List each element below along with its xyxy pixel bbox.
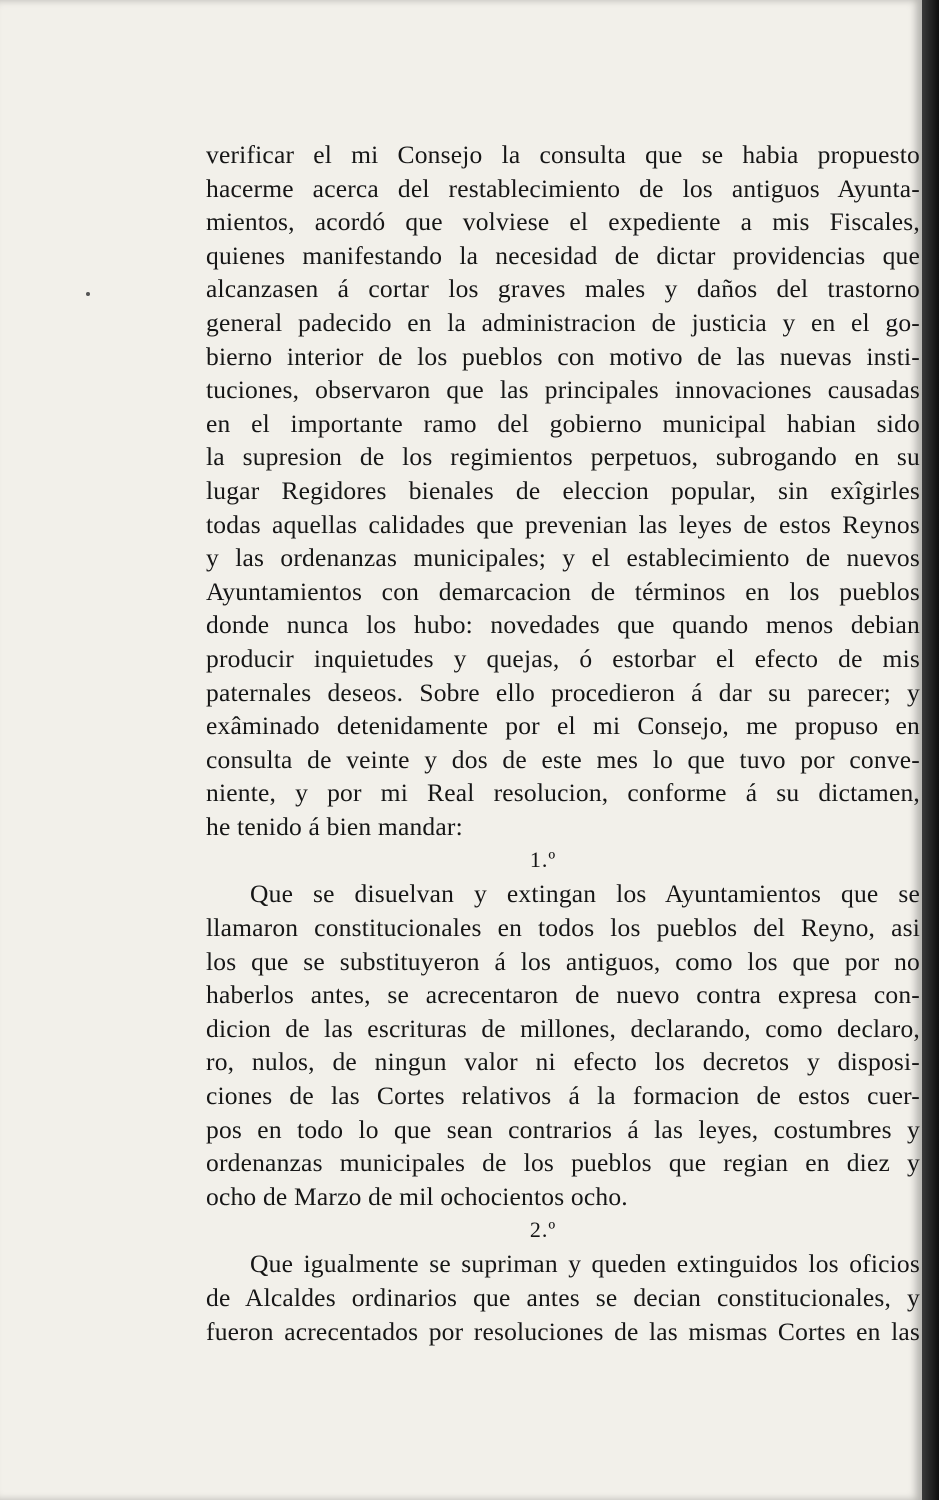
article-2-heading: 2.º bbox=[529, 1217, 557, 1243]
page-edge-shadow bbox=[922, 0, 939, 1500]
text-line: paternales deseos. Sobre ello procedieron á dar su parecer; y bbox=[206, 677, 920, 707]
text-line: he tenido á bien mandar: bbox=[206, 811, 463, 841]
text-line: mientos, acordó que volviese el expediente a mis Fiscales, bbox=[206, 207, 920, 237]
text-line: bierno interior de los pueblos con motivo de las nuevas insti- bbox=[206, 341, 920, 371]
text-line: de Alcaldes ordinarios que antes se decian constitucionales, y bbox=[206, 1283, 920, 1312]
text-line: la supresion de los regimientos perpetuos, subrogando en su bbox=[206, 442, 920, 472]
text-line: verificar el mi Consejo la consulta que se habia propuesto bbox=[206, 140, 920, 169]
body-text bbox=[206, 138, 920, 1348]
text-line: Ayuntamientos con demarcacion de términos en los pueblos bbox=[206, 576, 920, 606]
text-line: hacerme acerca del restablecimiento de los antiguos Ayunta- bbox=[206, 173, 920, 203]
text-line: tuciones, observaron que las principales innovaciones causadas bbox=[206, 375, 920, 405]
text-line: quienes manifestando la necesidad de dictar providencias que bbox=[206, 240, 920, 270]
text-line: ro, nulos, de ningun valor ni efecto los decretos y disposi- bbox=[206, 1047, 920, 1077]
text-line: en el importante ramo del gobierno municipal habian sido bbox=[206, 408, 920, 438]
margin-mark bbox=[86, 292, 90, 296]
text-line: fueron acrecentados por resoluciones de las mismas Cortes en las bbox=[206, 1316, 920, 1346]
text-line: Que se disuelvan y extingan los Ayuntamientos que se bbox=[250, 879, 920, 909]
text-line: niente, y por mi Real resolucion, conforme á su dictamen, bbox=[206, 778, 920, 808]
text-line: ciones de las Cortes relativos á la formacion de estos cuer- bbox=[206, 1081, 920, 1111]
text-line: lugar Regidores bienales de eleccion popular, sin exîgirles bbox=[206, 475, 920, 505]
text-line: haberlos antes, se acrecentaron de nuevo contra expresa con- bbox=[206, 980, 920, 1010]
text-line: consulta de veinte y dos de este mes lo que tuvo por conve- bbox=[206, 744, 920, 774]
text-line: y las ordenanzas municipales; y el establecimiento de nuevos bbox=[206, 543, 920, 573]
text-line: donde nunca los hubo: novedades que quando menos debian bbox=[206, 610, 920, 640]
text-line: exâminado detenidamente por el mi Consejo, me propuso en bbox=[206, 711, 920, 741]
text-line: producir inquietudes y quejas, ó estorbar el efecto de mis bbox=[206, 643, 920, 673]
text-line: todas aquellas calidades que prevenian las leyes de estos Reynos bbox=[206, 509, 920, 539]
text-line: general padecido en la administracion de justicia y en el go- bbox=[206, 307, 920, 337]
text-line: llamaron constitucionales en todos los pueblos del Reyno, asi bbox=[206, 913, 920, 943]
article-1-heading: 1.º bbox=[529, 847, 557, 873]
text-line: Que igualmente se supriman y queden extinguidos los oficios bbox=[250, 1249, 920, 1279]
text-line: pos en todo lo que sean contrarios á las leyes, costumbres y bbox=[206, 1114, 920, 1144]
text-line: ocho de Marzo de mil ochocientos ocho. bbox=[206, 1181, 628, 1211]
text-line: dicion de las escrituras de millones, declarando, como declaro, bbox=[206, 1013, 920, 1043]
text-line: ordenanzas municipales de los pueblos que regian en diez y bbox=[206, 1148, 920, 1178]
text-line: alcanzasen á cortar los graves males y daños del trastorno bbox=[206, 274, 920, 304]
text-line: los que se substituyeron á los antiguos, como los que por no bbox=[206, 946, 920, 976]
